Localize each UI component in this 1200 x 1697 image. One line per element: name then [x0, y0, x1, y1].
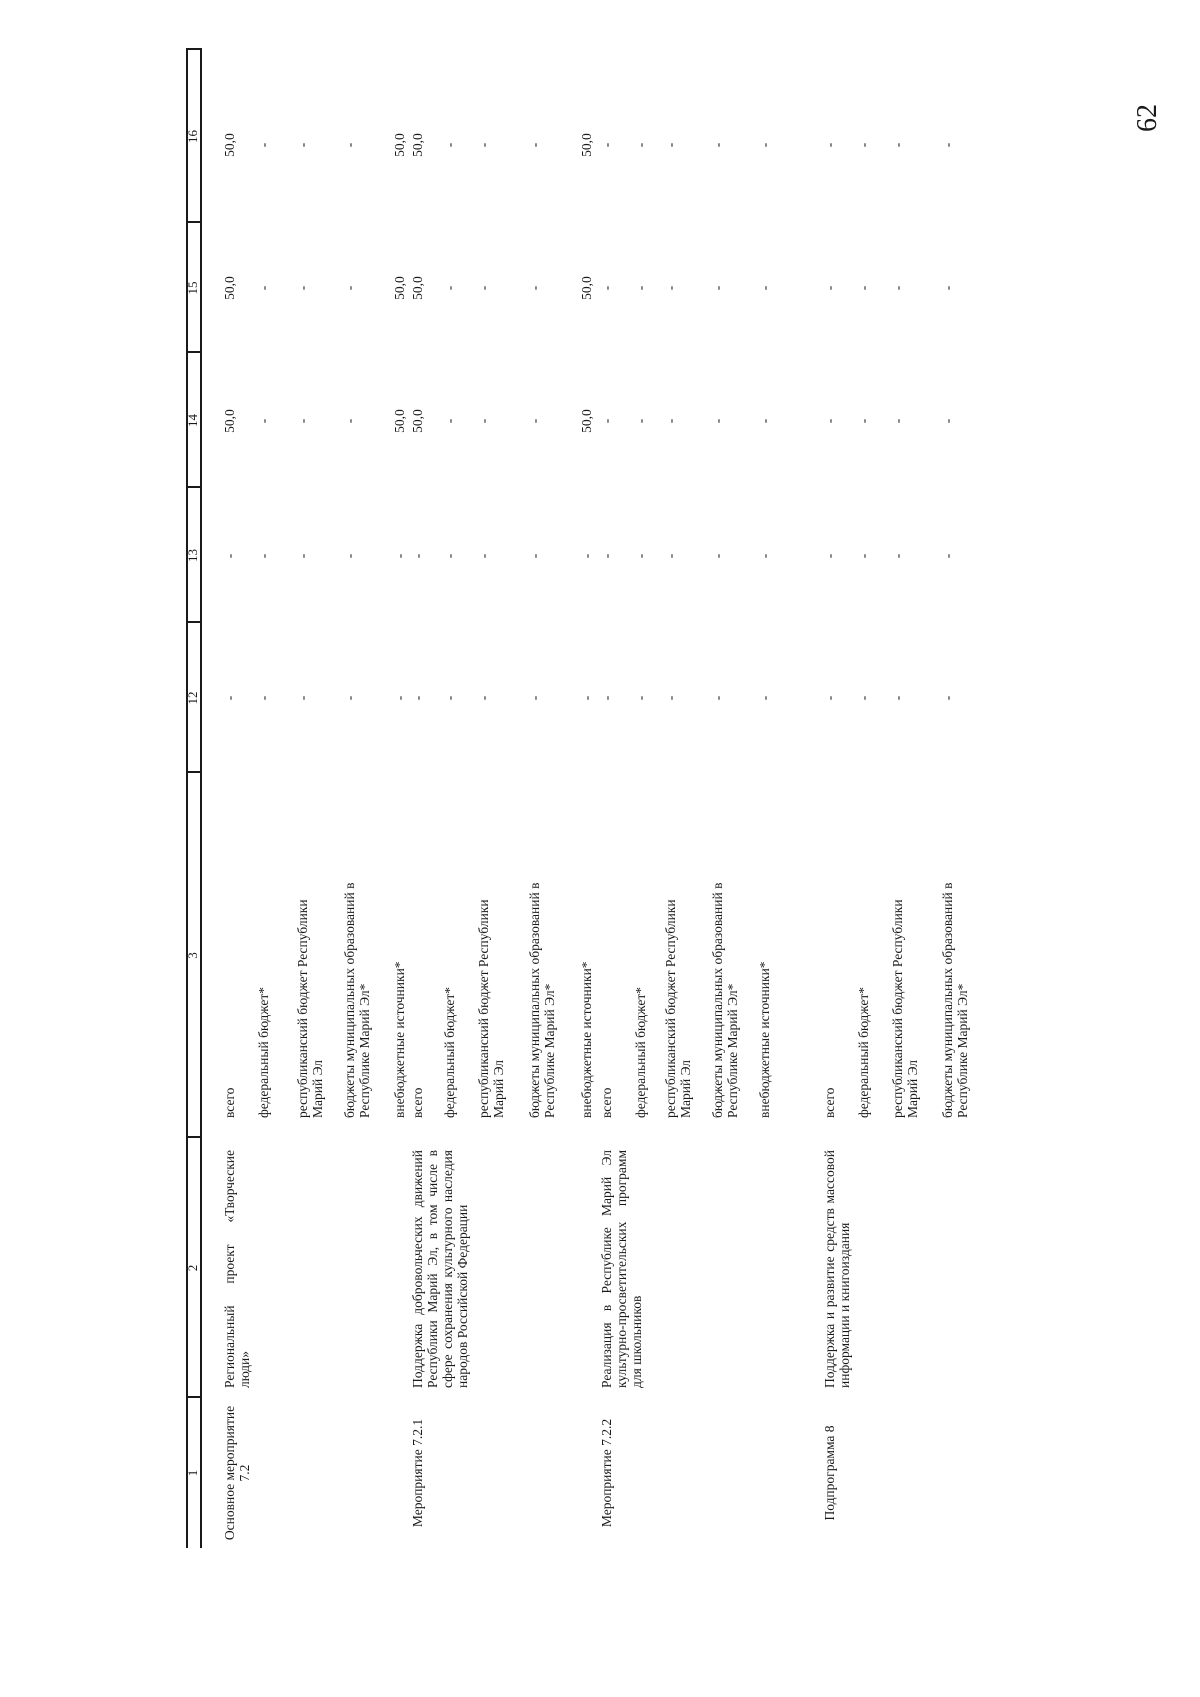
value-cell: -: [856, 285, 871, 291]
value-cell: -: [710, 285, 725, 291]
group-code: Подпрограмма 8: [822, 1425, 837, 1521]
value-cell: -: [256, 695, 271, 701]
value-cell: -: [890, 695, 905, 701]
value-cell: -: [527, 695, 542, 701]
funding-source: федеральный бюджет*: [256, 987, 271, 1118]
value-cell: -: [856, 695, 871, 701]
group-code: Основное мероприятие 7.2: [222, 1405, 252, 1541]
value-cell: -: [527, 553, 542, 559]
value-cell: -: [295, 285, 310, 291]
value-cell: -: [599, 553, 614, 559]
value-cell: -: [579, 553, 594, 559]
value-cell: -: [663, 695, 678, 701]
header-bottom-rule: [200, 48, 202, 1548]
column-header: 1: [185, 1469, 200, 1477]
value-cell: -: [710, 142, 725, 148]
value-cell: -: [940, 553, 955, 559]
value-cell: -: [256, 285, 271, 291]
value-cell: -: [856, 553, 871, 559]
value-cell: 50,0: [222, 133, 237, 157]
value-cell: 50,0: [222, 276, 237, 300]
value-cell: -: [295, 418, 310, 424]
value-cell: -: [295, 553, 310, 559]
group-code: Мероприятие 7.2.2: [599, 1418, 614, 1528]
column-header: 2: [185, 1264, 200, 1272]
value-cell: -: [476, 418, 491, 424]
value-cell: -: [342, 695, 357, 701]
value-cell: -: [410, 695, 425, 701]
value-cell: -: [940, 695, 955, 701]
value-cell: 50,0: [392, 133, 407, 157]
value-cell: -: [527, 418, 542, 424]
funding-source: всего: [822, 1087, 837, 1118]
column-header: 16: [185, 130, 200, 143]
value-cell: -: [342, 142, 357, 148]
value-cell: -: [410, 553, 425, 559]
value-cell: -: [256, 553, 271, 559]
value-cell: -: [476, 553, 491, 559]
group-name: Поддержка добровольческих движений Республики Марий Эл, в том числе в сфере сохранения культурного наследия народов Российской Федерации: [410, 1150, 470, 1388]
funding-source: бюджеты муниципальных образований в Республике Марий Эл*: [710, 882, 740, 1118]
value-cell: -: [940, 142, 955, 148]
value-cell: -: [856, 418, 871, 424]
value-cell: -: [295, 142, 310, 148]
value-cell: -: [527, 142, 542, 148]
value-cell: -: [822, 418, 837, 424]
value-cell: 50,0: [410, 409, 425, 433]
value-cell: 50,0: [410, 276, 425, 300]
value-cell: -: [442, 553, 457, 559]
value-cell: -: [392, 553, 407, 559]
value-cell: -: [633, 285, 648, 291]
column-header: 15: [185, 281, 200, 295]
funding-source: внебюджетные источники*: [579, 961, 594, 1118]
value-cell: 50,0: [392, 276, 407, 300]
group-name: Региональный проект «Творческие люди»: [222, 1150, 252, 1388]
funding-source: федеральный бюджет*: [442, 987, 457, 1118]
value-cell: -: [442, 695, 457, 701]
value-cell: -: [579, 695, 594, 701]
value-cell: -: [757, 418, 772, 424]
funding-source: республиканский бюджет Республики Марий Эл: [663, 899, 693, 1118]
funding-source: республиканский бюджет Республики Марий Эл: [476, 899, 506, 1118]
value-cell: -: [940, 285, 955, 291]
value-cell: -: [757, 285, 772, 291]
value-cell: 50,0: [579, 276, 594, 300]
page-number: 62: [1132, 104, 1163, 132]
value-cell: -: [442, 285, 457, 291]
value-cell: -: [599, 418, 614, 424]
value-cell: -: [633, 142, 648, 148]
funding-source: федеральный бюджет*: [633, 987, 648, 1118]
column-header: 14: [185, 414, 200, 427]
value-cell: -: [822, 285, 837, 291]
funding-source: всего: [222, 1087, 237, 1118]
value-cell: -: [710, 695, 725, 701]
value-cell: -: [527, 285, 542, 291]
funding-source: республиканский бюджет Республики Марий Эл: [890, 899, 920, 1118]
column-header: 13: [185, 549, 200, 562]
group-name: Реализация в Республике Марий Эл культурно-просветительских программ для школьников: [599, 1150, 644, 1388]
value-cell: -: [599, 285, 614, 291]
column-header: 3: [185, 952, 200, 959]
funding-source: федеральный бюджет*: [856, 987, 871, 1118]
funding-source: внебюджетные источники*: [392, 961, 407, 1118]
value-cell: -: [890, 418, 905, 424]
value-cell: -: [256, 418, 271, 424]
value-cell: -: [663, 285, 678, 291]
value-cell: -: [222, 695, 237, 701]
funding-source: республиканский бюджет Республики Марий Эл: [295, 899, 325, 1118]
value-cell: -: [633, 418, 648, 424]
value-cell: 50,0: [579, 133, 594, 157]
value-cell: -: [295, 695, 310, 701]
value-cell: 50,0: [222, 409, 237, 433]
funding-source: бюджеты муниципальных образований в Республике Марий Эл*: [527, 882, 557, 1118]
value-cell: -: [710, 553, 725, 559]
funding-source: всего: [410, 1087, 425, 1118]
funding-source: внебюджетные источники*: [757, 961, 772, 1118]
value-cell: -: [757, 553, 772, 559]
value-cell: -: [856, 142, 871, 148]
value-cell: -: [822, 142, 837, 148]
value-cell: -: [890, 285, 905, 291]
group-name: Поддержка и развитие средств массовой информации и книгоиздания: [822, 1150, 852, 1388]
value-cell: -: [663, 553, 678, 559]
value-cell: -: [342, 553, 357, 559]
funding-source: бюджеты муниципальных образований в Республике Марий Эл*: [940, 882, 970, 1118]
value-cell: -: [633, 695, 648, 701]
funding-source: бюджеты муниципальных образований в Республике Марий Эл*: [342, 882, 372, 1118]
value-cell: -: [599, 142, 614, 148]
value-cell: -: [890, 553, 905, 559]
funding-source: всего: [599, 1087, 614, 1118]
value-cell: -: [940, 418, 955, 424]
value-cell: -: [599, 695, 614, 701]
value-cell: -: [476, 285, 491, 291]
value-cell: -: [822, 553, 837, 559]
value-cell: -: [442, 418, 457, 424]
value-cell: -: [890, 142, 905, 148]
value-cell: -: [822, 695, 837, 701]
value-cell: -: [342, 285, 357, 291]
value-cell: -: [476, 695, 491, 701]
value-cell: 50,0: [410, 133, 425, 157]
value-cell: -: [710, 418, 725, 424]
value-cell: 50,0: [579, 409, 594, 433]
value-cell: -: [256, 142, 271, 148]
value-cell: -: [757, 142, 772, 148]
value-cell: -: [222, 553, 237, 559]
value-cell: -: [633, 553, 648, 559]
value-cell: -: [392, 695, 407, 701]
value-cell: -: [442, 142, 457, 148]
value-cell: 50,0: [392, 409, 407, 433]
value-cell: -: [342, 418, 357, 424]
column-header: 12: [185, 691, 200, 705]
group-code: Мероприятие 7.2.1: [410, 1418, 425, 1528]
value-cell: -: [663, 142, 678, 148]
value-cell: -: [757, 695, 772, 701]
value-cell: -: [663, 418, 678, 424]
budget-table: [185, 48, 970, 1548]
value-cell: -: [476, 142, 491, 148]
